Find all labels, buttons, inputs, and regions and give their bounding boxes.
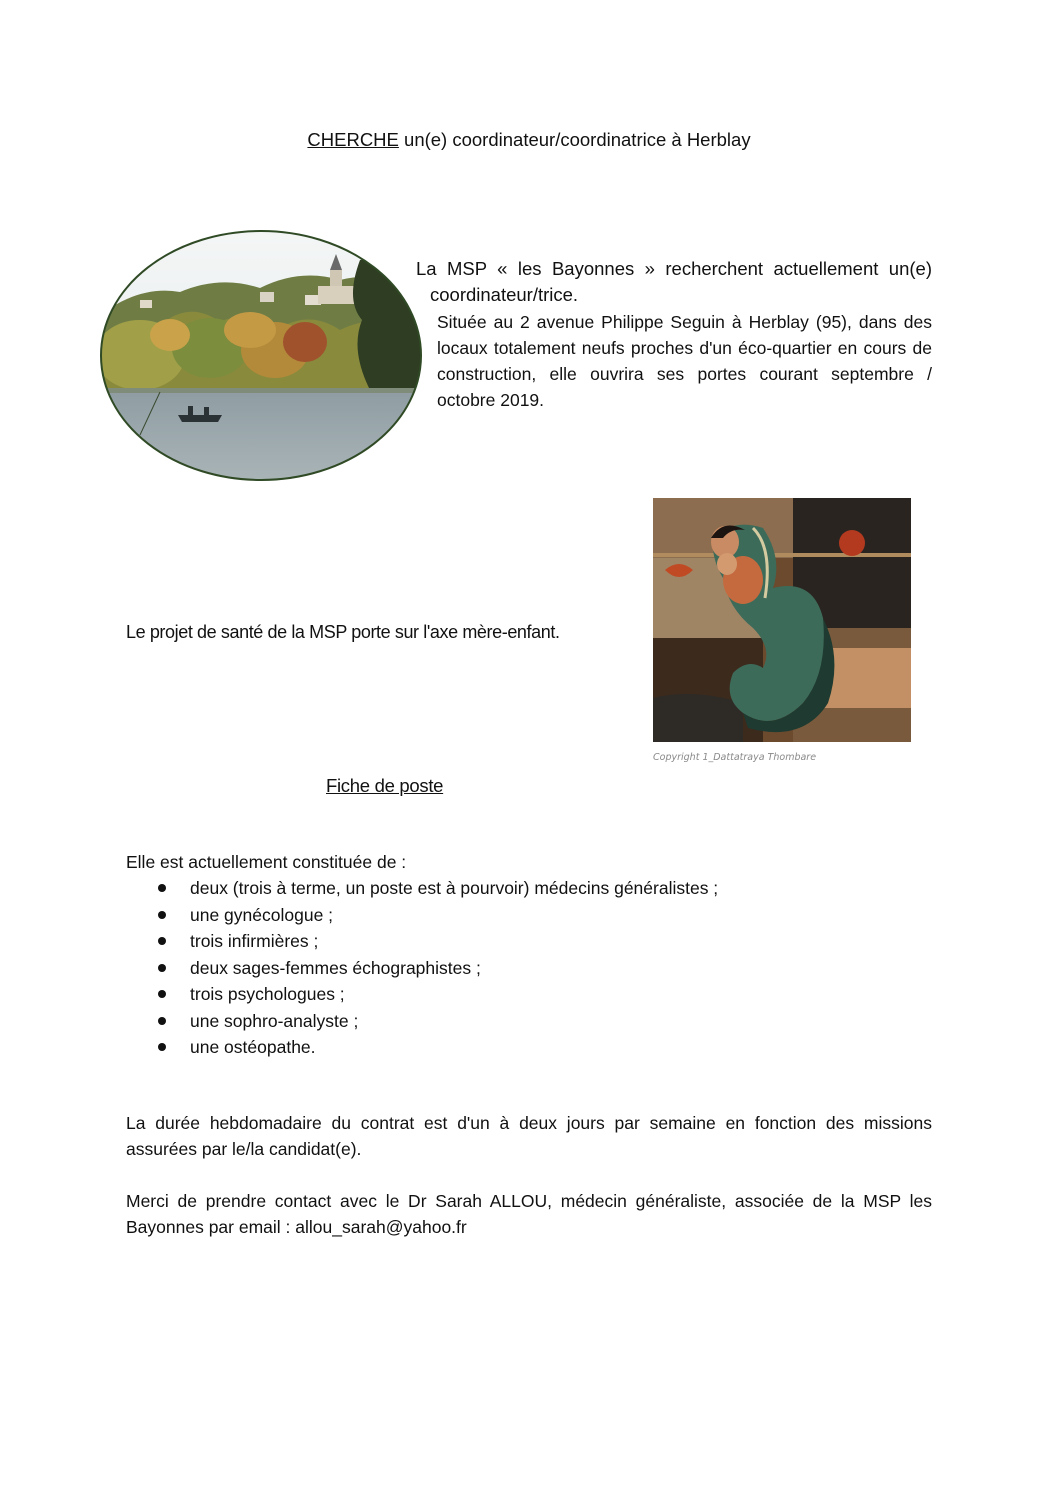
bullet-icon [158,884,166,892]
mother-child-painting [653,498,911,742]
painting-caption: Copyright 1_Dattatraya Thombare [653,752,817,763]
intro-heading-line1: La MSP « les Bayonnes » recherchent actuellement un(e) [416,258,932,279]
list-item: deux (trois à terme, un poste est à pourvoir) médecins généralistes ; [126,875,718,902]
intro-heading [416,256,932,308]
intro-heading-line2: coordinateur/trice. [430,284,579,305]
list-item: une ostéopathe. [126,1034,718,1061]
bullet-icon [158,990,166,998]
bullet-icon [158,937,166,945]
list-item: trois infirmières ; [126,928,718,955]
team-intro: Elle est actuellement constituée de : [126,852,407,872]
list-item: trois psychologues ; [126,981,718,1008]
title-rest: un(e) coordinateur/coordinatrice à Herblay [398,129,751,150]
page-title [0,127,1058,153]
bullet-icon [158,1017,166,1025]
team-list [126,875,718,1061]
bullet-icon [158,1043,166,1051]
bullet-icon [158,911,166,919]
job-description-heading: Fiche de poste [326,775,444,796]
contract-paragraph: La durée hebdomadaire du contrat est d'un à deux jours par semaine en fonction des missions assurées par le/la candidat(e). [126,1113,932,1159]
bullet-icon [158,964,166,972]
intro-text: Située au 2 avenue Philippe Seguin à Herblay (95), dans des locaux totalement neufs proches d'un éco-quartier en cours de construction, elle ouvrira ses portes courant septembre / octobre 2019. [437,312,932,410]
list-item: une gynécologue ; [126,902,718,929]
list-item: une sophro-analyste ; [126,1008,718,1035]
title-keyword: CHERCHE [307,129,399,150]
list-item: deux sages-femmes échographistes ; [126,955,718,982]
contact-paragraph: Merci de prendre contact avec le Dr Sarah ALLOU, médecin généraliste, associée de la MSP les Bayonnes par email : allou_sarah@yahoo.fr [126,1191,932,1237]
health-project-statement: Le projet de santé de la MSP porte sur l'axe mère-enfant. [126,622,560,642]
lake-photo [100,230,422,481]
